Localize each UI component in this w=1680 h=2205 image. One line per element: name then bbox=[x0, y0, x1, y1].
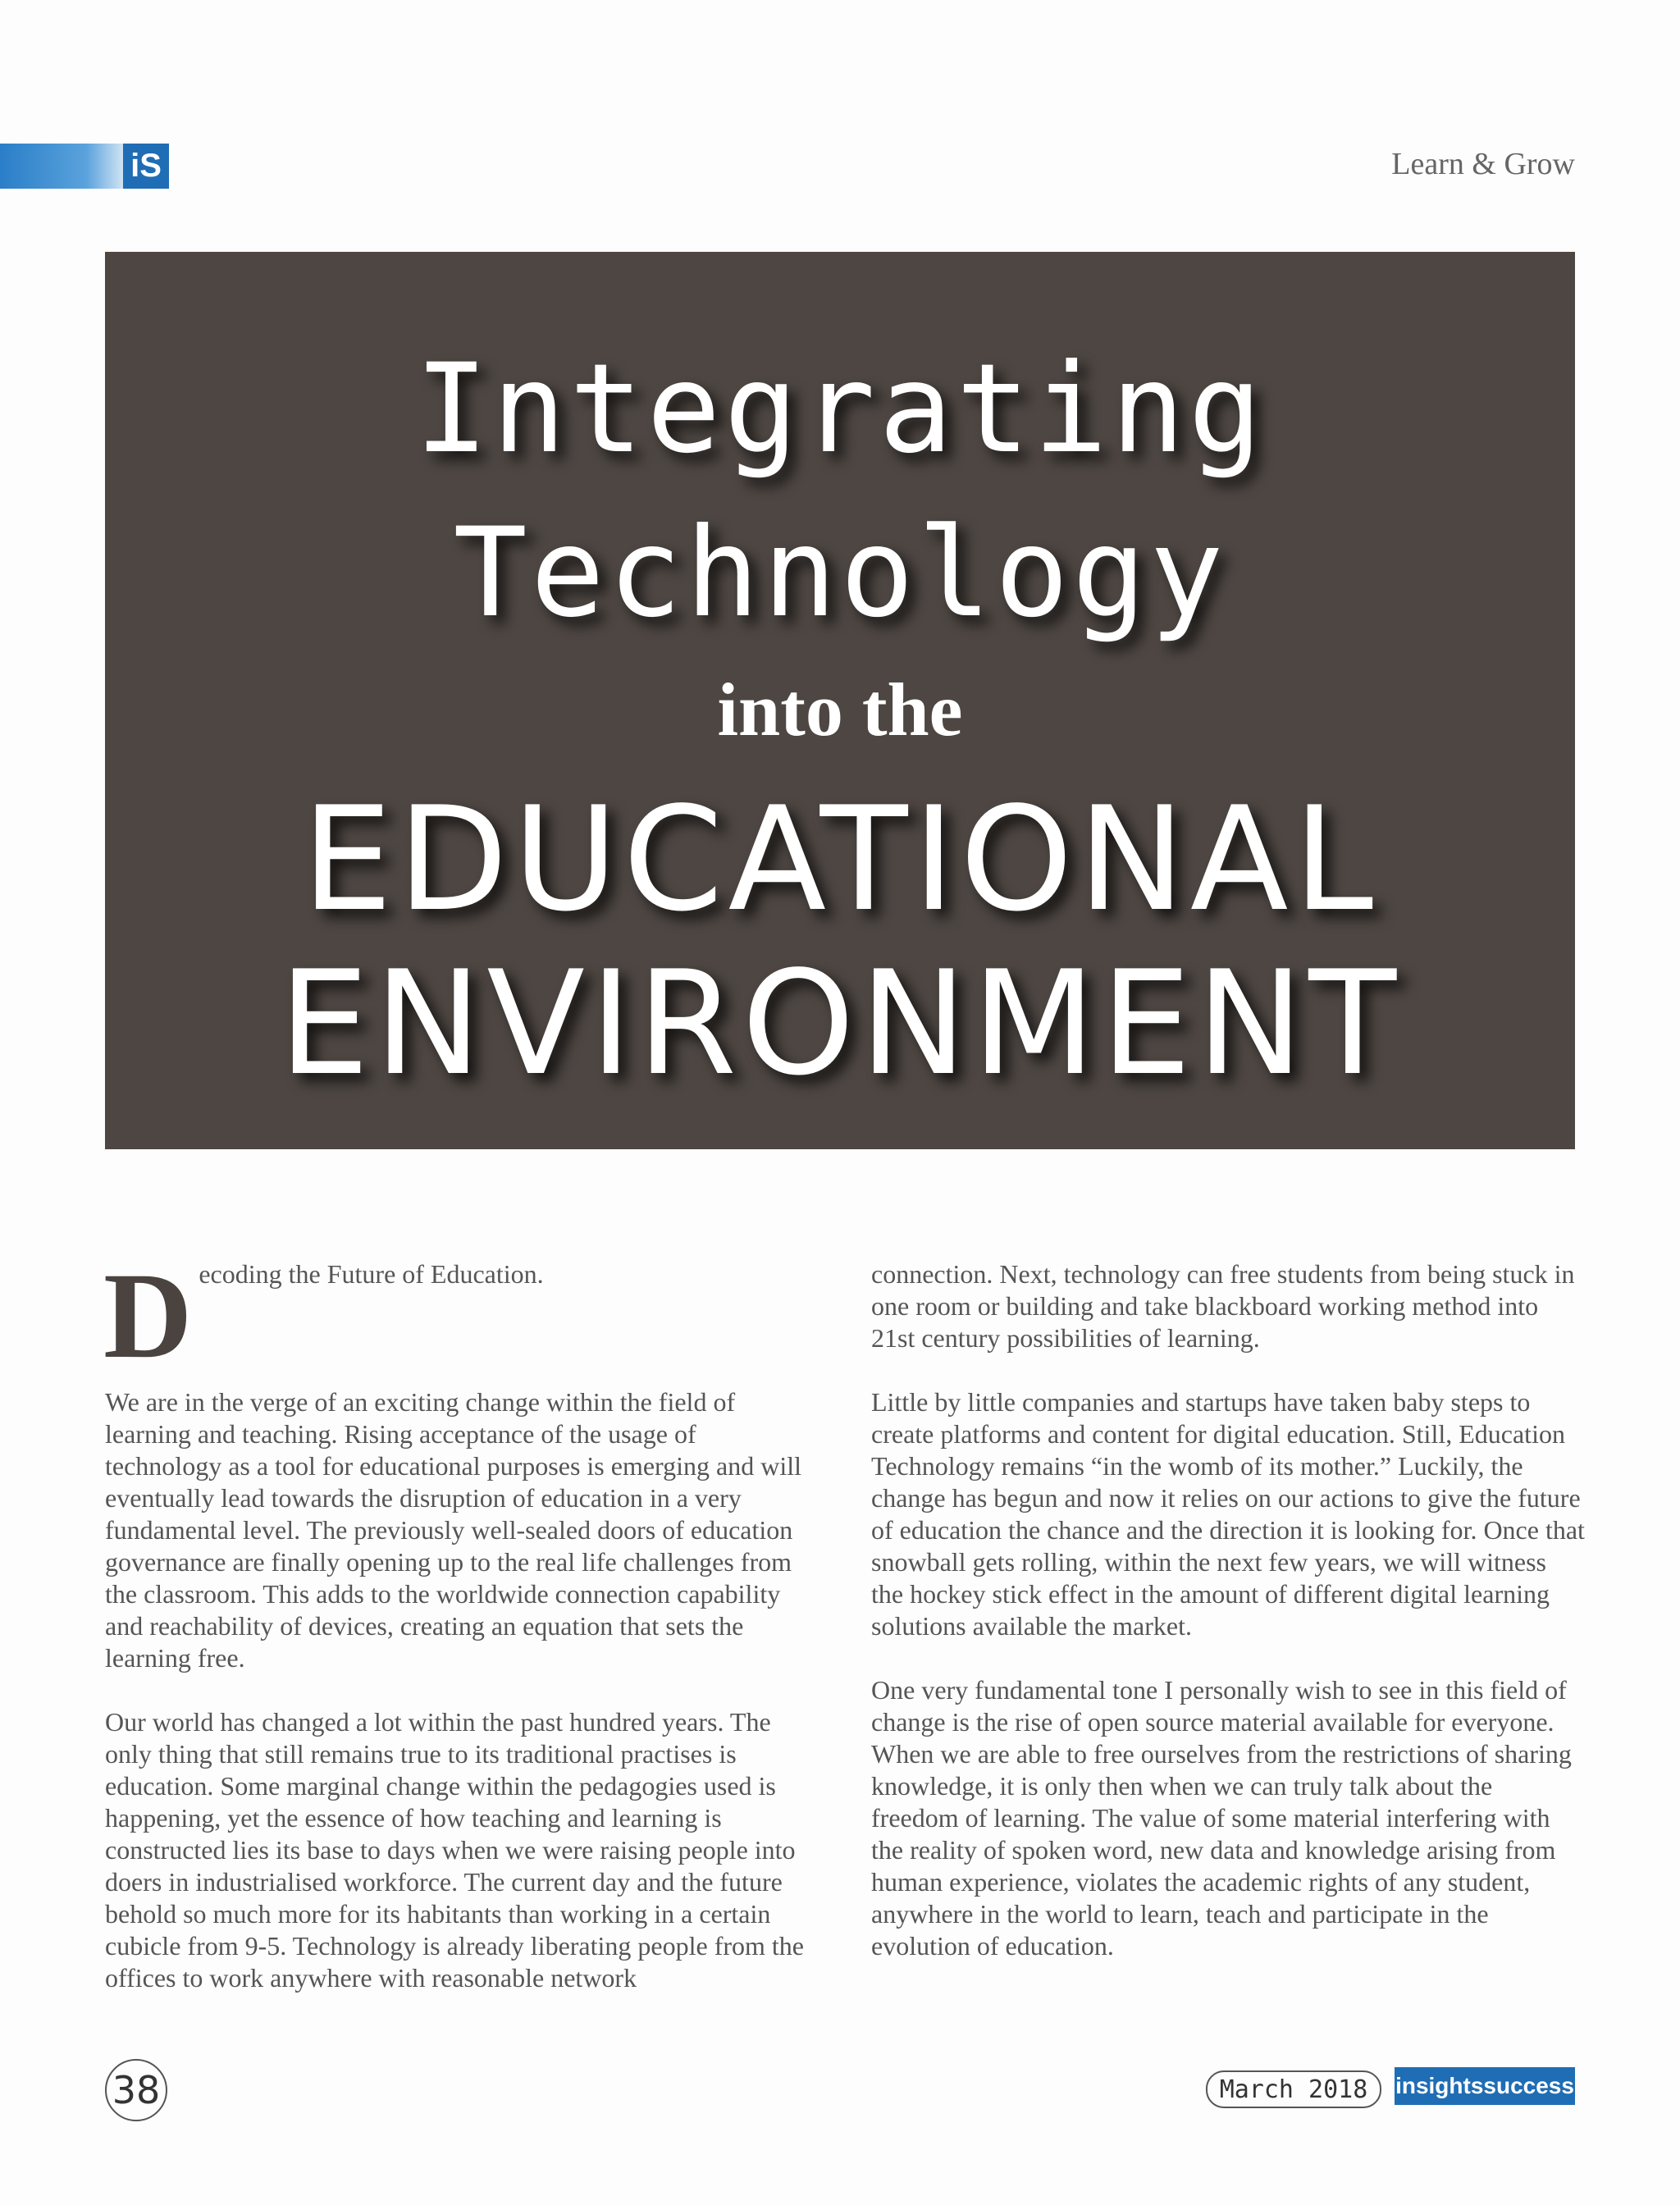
paragraph: Our world has changed a lot within the past hundred years. The only thing that still remains true to its traditional practises is education. Some marginal change within the pedagogies used is happening, yet the essence of how teaching and learning is constructed lies its base to days when we were raising people into doers in industrialised workforce. The current day and the future behold so much more for its habitants than working in a certain cubicle from 9-5. Technology is already liberating people from the offices to work anywhere with reasonable network bbox=[105, 1707, 804, 1993]
paragraph: connection. Next, technology can free students from being stuck in one room or building and take blackboard working method into 21st century possibilities of learning. bbox=[871, 1259, 1575, 1353]
article-column-right bbox=[871, 1258, 1585, 1994]
magazine-logo: iS bbox=[123, 144, 169, 189]
article-column-left bbox=[103, 1248, 819, 2026]
paragraph: Little by little companies and startups have taken baby steps to create platforms and content for digital education. Still, Education Technology remains “in the womb of its mother.” Luckily, the change has begun and now it relies on our actions to give the future of education the chance and the direction it is looking for. Once that snowball gets rolling, within the next few years, we will witness the hockey stick effect in the amount of different digital learning solutions available the market. bbox=[871, 1387, 1585, 1641]
title-line-2: Technology bbox=[453, 502, 1227, 645]
title-line-5: ENVIRONMENT bbox=[278, 941, 1402, 1107]
intro-block bbox=[103, 1248, 819, 1384]
header-accent-bar bbox=[0, 144, 123, 189]
paragraph: One very fundamental tone I personally wish to see in this field of change is the rise of open source material available for everyone. When we are able to free ourselves from the restrictions of sharing knowledge, it is only then when we can truly talk about the freedom of learning. The value of some material interfering with the reality of spoken word, new data and knowledge arising from human experience, violates the academic rights of any student, anywhere in the world to learn, teach and participate in the evolution of education. bbox=[871, 1675, 1572, 1961]
issue-date: March 2018 bbox=[1206, 2070, 1381, 2108]
section-label: Learn & Grow bbox=[1391, 147, 1575, 181]
title-line-1: Integrating bbox=[414, 338, 1266, 481]
title-line-3: into the bbox=[717, 668, 963, 751]
hero-banner bbox=[105, 252, 1575, 1149]
drop-cap: D bbox=[103, 1248, 193, 1384]
title-line-4: EDUCATIONAL bbox=[301, 777, 1379, 943]
paragraph: We are in the verge of an exciting change within the field of learning and teaching. Rising acceptance of the usage of technology as a tool for educational purposes is emerging and will eventually lead towards the disruption of education in a very fundamental level. The previously well-sealed doors of education governance are finally opening up to the real life challenges from the classroom. This adds to the worldwide connection capability and reachability of devices, creating an equation that sets the learning free. bbox=[105, 1387, 801, 1673]
brand-logo: insightssuccess bbox=[1395, 2067, 1575, 2105]
intro-text: ecoding the Future of Education. bbox=[199, 1259, 544, 1289]
page-number: 38 bbox=[105, 2059, 167, 2121]
